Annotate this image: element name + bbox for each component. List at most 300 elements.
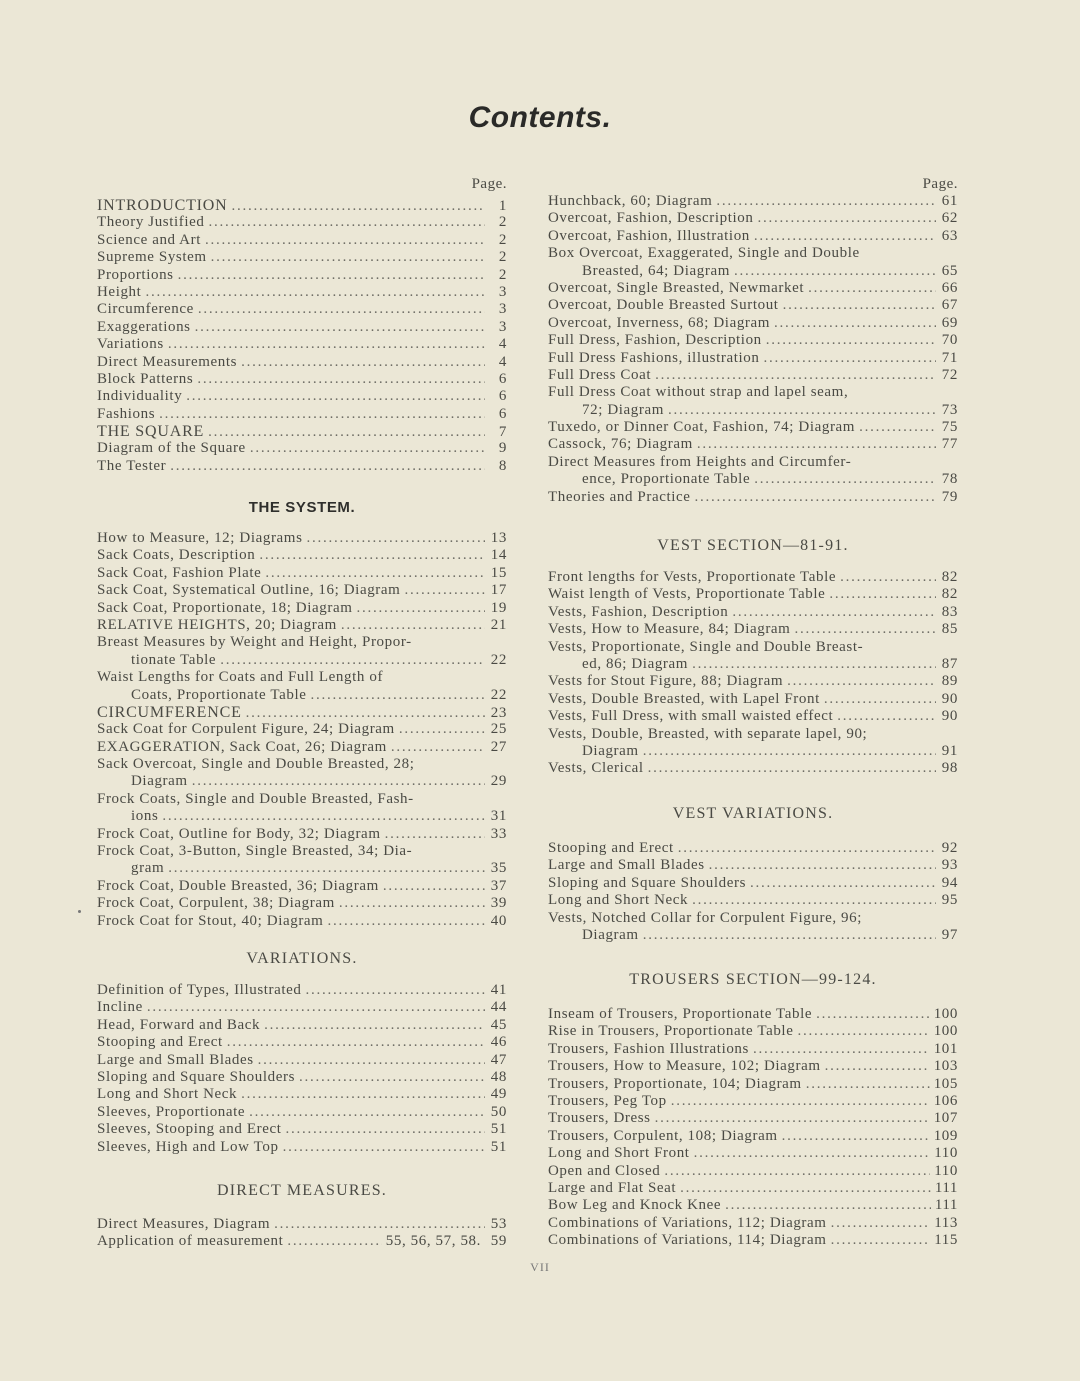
dot-leader [283,1139,485,1156]
dot-leader [159,406,485,423]
toc-entry-page-number: 47 [490,1051,507,1068]
toc-entry [548,857,958,874]
toc-entry-title: Trousers, Dress [548,1110,651,1127]
toc-entry-first-line: Frock Coats, Single and Double Breasted, Fash- [97,790,414,807]
dot-leader [716,193,936,210]
page-column-label-right: Page. [922,176,958,192]
toc-entry-title: Diagram of the Square [97,440,246,457]
toc-entry [548,402,958,419]
toc-entry-title: ed, 86; Diagram [582,655,689,672]
dot-leader [391,739,485,756]
toc-entry-page-number: 44 [490,999,507,1016]
toc-entry-title: Inseam of Trousers, Proportionate Table [548,1006,813,1022]
toc-entry-title: Frock Coat, Double Breasted, 36; Diagram [97,877,379,894]
toc-entry-title: Trousers, Peg Top [548,1092,667,1109]
dot-leader [307,530,485,547]
dot-leader [265,565,485,582]
dot-leader [774,315,936,332]
toc-entry-page-number: 67 [941,297,958,314]
toc-entry [548,471,958,488]
toc-entry-title: Combinations of Variations, 112; Diagram [548,1214,827,1231]
toc-entry-page-number: 2 [498,231,507,248]
toc-entry-title: ence, Proportionate Table [582,471,751,488]
toc-entry [97,232,507,249]
toc-entry [548,656,958,673]
toc-entry-page-number: 111 [934,1197,958,1214]
toc-entry [548,1197,958,1214]
dot-leader [249,1104,485,1121]
toc-entry-title: Trousers, Fashion Illustrations [548,1040,749,1057]
toc-entry [97,1216,507,1233]
toc-entry [97,1086,507,1103]
toc-entry-first-line: Waist Lengths for Coats and Full Length of [97,669,384,686]
toc-entry-title: Height [97,283,142,300]
toc-entry [548,332,958,349]
toc-entry-title: Trousers, How to Measure, 102; Diagram [548,1058,821,1075]
toc-entry-title: Overcoat, Fashion, Illustration [548,227,750,244]
dot-leader [825,1058,930,1075]
toc-entry [97,1069,507,1086]
toc-entry-page-number: 27 [490,738,507,755]
dot-leader [327,913,485,930]
dot-leader [734,263,936,280]
toc-entry [548,1023,958,1040]
toc-entry [97,249,507,266]
toc-entry-title: Overcoat, Inverness, 68; Diagram [548,314,771,331]
toc-entry [548,1232,958,1249]
toc-entry-page-number: 113 [934,1214,958,1231]
dot-leader [754,471,936,488]
dot-leader [668,402,936,419]
toc-entry-title: Vests, Fashion, Description [548,603,729,620]
toc-entry-title: CIRCUMFERENCE [97,703,242,721]
toc-entry-title: Tuxedo, or Dinner Coat, Fashion, 74; Diagram [548,419,856,436]
dot-leader [671,1093,930,1110]
toc-entry-title: Frock Coat for Stout, 40; Diagram [97,912,324,929]
dot-leader [147,999,485,1016]
intro-list [97,197,507,475]
toc-entry [97,721,507,738]
page-speck [78,910,81,913]
toc-entry [548,621,958,638]
toc-entry [97,1017,507,1034]
toc-entry-title: Trousers, Proportionate, 104; Diagram [548,1075,802,1092]
dot-leader [209,214,486,231]
dot-leader [195,319,485,336]
toc-entry [97,582,507,599]
toc-entry [97,652,507,669]
toc-entry-title: Overcoat, Fashion, Description [548,210,754,227]
dot-leader [840,569,936,586]
toc-entry-title: Combinations of Variations, 114; Diagram [548,1232,827,1249]
toc-entry-page-number: 82 [941,569,958,585]
toc-entry [548,691,958,708]
toc-entry-page-number: 6 [498,405,507,422]
toc-entry-page-number: 82 [941,586,958,603]
toc-entry-title: Rise in Trousers, Proportionate Table [548,1023,794,1040]
toc-entry [97,826,507,843]
toc-entry-title: Sleeves, Stooping and Erect [97,1121,282,1138]
vest-heading-wrap [548,536,958,556]
toc-entry [97,319,507,336]
dot-leader [311,687,486,704]
toc-entry-page-number: 6 [498,370,507,387]
section-heading-vest-variations: VEST VARIATIONS. [672,805,834,822]
toc-entry [97,1052,507,1069]
toc-entry-title: Direct Measurements [97,353,238,370]
toc-entry [548,263,958,280]
dot-leader [787,673,936,690]
toc-entry-title: Long and Short Neck [97,1086,238,1103]
toc-entry-title: 72; Diagram [582,401,664,418]
toc-entry-title: Sack Coats, Description [97,547,256,564]
toc-entry-page-number: 51 [490,1138,507,1155]
toc-entry-page-number: 3 [498,318,507,335]
dot-leader [404,582,485,599]
toc-entry [548,1041,958,1058]
dot-leader [725,1197,931,1214]
dot-leader [692,656,936,673]
dot-leader [694,1145,931,1162]
toc-entry-title: Diagram [131,773,188,790]
toc-entry-title: Variations [97,336,164,353]
toc-entry [97,773,507,790]
dot-leader [824,691,936,708]
dot-leader [246,705,485,722]
dot-leader [648,760,936,777]
toc-entry [548,875,958,892]
toc-entry-page-number: 115 [934,1232,958,1249]
dot-leader [732,604,936,621]
toc-entry-title: Vests, How to Measure, 84; Diagram [548,621,791,638]
toc-entry-title: Incline [97,999,143,1016]
toc-entry-title: Theory Justified [97,214,205,231]
toc-entry-first-line: Vests, Notched Collar for Corpulent Figure, 96; [548,909,862,926]
toc-entry-first-line: Breast Measures by Weight and Height, Propor- [97,634,412,651]
toc-entry-first-line: Vests, Double, Breasted, with separate lapel, 90; [548,725,868,742]
toc-entry-page-number: 13 [490,530,507,546]
toc-entry-title: How to Measure, 12; Diagrams [97,530,303,546]
toc-entry-title: Hunchback, 60; Diagram [548,193,713,209]
toc-entry-title: Vests, Full Dress, with small waisted effect [548,708,834,725]
toc-entry [97,336,507,353]
system-heading-wrap [97,498,507,518]
dot-leader [664,1163,930,1180]
toc-entry-page-number: 92 [941,840,958,856]
toc-entry-page-number: 40 [490,912,507,929]
toc-entry-title: Frock Coat, Outline for Body, 32; Diagram [97,825,381,842]
toc-entry [97,704,507,721]
toc-entry-title: Sack Coat, Proportionate, 18; Diagram [97,599,353,616]
page-column-label: Page. [471,176,507,192]
toc-entry-title: tionate Table [131,651,217,668]
toc-entry-title: Theories and Practice [548,488,691,505]
toc-entry [548,927,958,944]
toc-entry-page-number: 46 [490,1034,507,1051]
vest-list [548,569,958,778]
toc-entry-page-number: 91 [941,742,958,759]
toc-entry-page-number: 110 [934,1162,958,1179]
toc-entry-page-number: 94 [941,874,958,891]
right-main-list [548,193,958,506]
dot-leader [162,808,485,825]
toc-entry-page-number: 73 [941,401,958,418]
dot-leader [258,1052,485,1069]
toc-entry-page-number: 109 [933,1127,958,1144]
variations-heading-wrap [97,949,507,969]
toc-entry [548,1128,958,1145]
toc-entry-page-number: 98 [941,760,958,777]
toc-entry-title: Vests, Clerical [548,760,644,777]
section-heading-trousers: TROUSERS SECTION—99-124. [629,971,877,988]
toc-entry-first-line: Sack Overcoat, Single and Double Breasted, 28; [97,756,415,773]
page-folio: VII [530,1260,550,1274]
toc-entry-page-number: 4 [498,336,507,353]
toc-entry-title: Exaggerations [97,318,191,335]
toc-entry [548,350,958,367]
dot-leader [859,419,936,436]
toc-entry-page-number: 83 [941,603,958,620]
dot-leader [829,586,936,603]
toc-entry-title: Trousers, Corpulent, 108; Diagram [548,1127,778,1144]
toc-entry [97,982,507,999]
toc-entry-title: Bow Leg and Knock Knee [548,1197,722,1214]
toc-entry-title: INTRODUCTION [97,197,228,214]
toc-entry-title: ions [131,808,159,825]
dot-leader [227,1034,485,1051]
dot-leader [797,1023,929,1040]
toc-entry-title: Full Dress Coat [548,366,652,383]
toc-entry-title: RELATIVE HEIGHTS, 20; Diagram [97,616,337,633]
toc-entry-page-number: 78 [941,471,958,488]
toc-entry-page-number: 63 [941,227,958,244]
toc-entry-page-number: 8 [498,457,507,474]
toc-entry-page-number: 29 [490,773,507,790]
toc-entry-page-number: 75 [941,419,958,436]
toc-entry-page-number: 7 [498,424,507,441]
toc-entry [548,228,958,245]
toc-entry-title: Supreme System [97,249,207,266]
toc-entry [97,1104,507,1121]
dot-leader [837,708,936,725]
system-list [97,530,507,930]
dot-leader [264,1017,485,1034]
toc-entry [548,489,958,506]
toc-entry-page-number: 65 [941,262,958,279]
toc-entry-page-number: 106 [933,1092,958,1109]
page-title: Contents. [468,101,612,134]
toc-entry-title: Direct Measures, Diagram [97,1216,271,1232]
dot-leader [794,621,936,638]
toc-entry-page-number: 49 [490,1086,507,1103]
toc-entry-page-number: 111 [934,1179,958,1196]
toc-entry-page-number: 3 [498,283,507,300]
toc-entry [97,267,507,284]
toc-entry-page-number: 23 [490,704,507,721]
toc-entry [548,297,958,314]
dot-leader [692,892,936,909]
dot-leader [680,1180,931,1197]
toc-entry-page-number: 4 [498,353,507,370]
toc-entry-page-number: 97 [941,926,958,943]
dot-leader [385,826,485,843]
toc-entry-title: Full Dress, Fashion, Description [548,332,762,349]
toc-entry [97,999,507,1016]
toc-entry [97,301,507,318]
toc-entry [97,388,507,405]
toc-entry-page-number: 51 [490,1121,507,1138]
toc-entry [97,423,507,440]
toc-entry-page-number: 61 [941,193,958,209]
toc-entry-title: Stooping and Erect [548,840,674,856]
dot-leader [287,1233,381,1250]
toc-entry [97,617,507,634]
toc-entry [97,440,507,457]
dot-leader [753,1041,930,1058]
toc-entry-page-number: 35 [490,860,507,877]
dot-leader [643,743,936,760]
dot-leader [186,388,485,405]
toc-entry-title: EXAGGERATION, Sack Coat, 26; Diagram [97,738,387,755]
dot-leader [709,857,936,874]
dot-leader [399,721,485,738]
dot-leader [208,424,485,441]
toc-entry-page-number: 33 [490,825,507,842]
toc-entry-page-number: 21 [490,616,507,633]
toc-entry-title: Vests, Double Breasted, with Lapel Front [548,690,820,707]
toc-entry [97,687,507,704]
toc-entry-page-number: 70 [941,332,958,349]
toc-entry-page-number: 100 [933,1006,958,1022]
dot-leader [286,1121,486,1138]
trousers-heading-wrap [548,970,958,990]
toc-entry-title: Sloping and Square Shoulders [97,1068,296,1085]
dot-leader [168,336,485,353]
toc-entry-title: Circumference [97,301,194,318]
dot-leader [250,440,485,457]
toc-entry-title: Block Patterns [97,370,194,387]
toc-entry-title: Definition of Types, Illustrated [97,982,302,998]
toc-entry-page-number: 22 [490,686,507,703]
toc-entry-page-number: 37 [490,877,507,894]
toc-entry-title: Diagram [582,926,639,943]
toc-entry-page-number: 50 [490,1103,507,1120]
toc-entry [97,878,507,895]
toc-entry [97,1139,507,1156]
toc-entry-page-number: 95 [941,892,958,909]
dot-leader [655,1110,930,1127]
toc-entry [97,371,507,388]
toc-entry-title: Overcoat, Double Breasted Surtout [548,297,779,314]
section-heading-variations: VARIATIONS. [246,950,358,967]
dot-leader [197,371,485,388]
dot-leader [170,458,485,475]
toc-entry [97,565,507,582]
toc-entry-page-number: 41 [490,982,507,998]
toc-entry-title: Large and Flat Seat [548,1179,677,1196]
toc-entry-title: Large and Small Blades [548,857,705,874]
left-page-header [97,176,507,193]
toc-entry-page-number: 17 [490,582,507,599]
section-heading-direct-measures: DIRECT MEASURES. [216,1182,388,1199]
toc-entry [97,913,507,930]
section-heading-system: THE SYSTEM. [248,499,356,516]
dot-leader [766,332,936,349]
toc-entry [97,284,507,301]
trousers-list [548,1006,958,1249]
toc-entry-page-number: 9 [498,440,507,457]
toc-entry [548,673,958,690]
toc-entry [548,193,958,210]
toc-entry [548,1145,958,1162]
toc-entry-first-line: Vests, Proportionate, Single and Double Breast- [548,638,864,655]
right-page-header [548,176,958,193]
toc-entry-title: Vests for Stout Figure, 88; Diagram [548,673,784,690]
dot-leader [299,1069,485,1086]
toc-entry-title: Sleeves, High and Low Top [97,1138,279,1155]
toc-entry-title: Waist length of Vests, Proportionate Table [548,586,826,603]
toc-entry-page-number: 31 [490,808,507,825]
toc-entry-title: Open and Closed [548,1162,661,1179]
toc-entry [548,743,958,760]
toc-entry-page-number: 100 [933,1023,958,1040]
toc-entry-first-line: Full Dress Coat without strap and lapel seam, [548,384,849,401]
toc-entry [97,458,507,475]
dot-leader [178,267,485,284]
toc-entry [548,419,958,436]
toc-entry-title: Full Dress Fashions, illustration [548,349,760,366]
dot-leader [763,350,936,367]
dot-leader [808,280,936,297]
dot-leader [241,354,485,371]
dot-leader [145,284,485,301]
toc-entry-title: Head, Forward and Back [97,1016,261,1033]
toc-entry-page-number: 22 [490,651,507,668]
toc-entry-title: Fashions [97,405,156,422]
toc-entry-page-number: 101 [933,1040,958,1057]
toc-entry-page-number: 53 [490,1216,507,1232]
toc-entry-page-number: 71 [941,349,958,366]
toc-entry-title: Sleeves, Proportionate [97,1103,246,1120]
toc-entry-first-line: Frock Coat, 3-Button, Single Breasted, 34; Dia- [97,843,413,860]
toc-entry-first-line: Box Overcoat, Exaggerated, Single and Double [548,245,860,262]
toc-entry-title: Overcoat, Single Breasted, Newmarket [548,279,805,296]
dot-leader [241,1086,485,1103]
toc-entry [548,280,958,297]
toc-entry [97,895,507,912]
toc-entry [97,600,507,617]
dot-leader [306,982,485,999]
toc-entry-page-number: 110 [934,1145,958,1162]
dot-leader [754,228,936,245]
toc-entry [548,1163,958,1180]
toc-entry-page-number: 93 [941,857,958,874]
dot-leader [783,297,936,314]
toc-entry-page-number: 2 [498,249,507,266]
dot-leader [678,840,936,857]
dot-leader [695,489,936,506]
toc-entry-title: Stooping and Erect [97,1034,223,1051]
dot-leader [750,875,936,892]
dot-leader [341,617,485,634]
dot-leader [757,210,936,227]
dot-leader [220,652,485,669]
toc-entry-title: Coats, Proportionate Table [131,686,307,703]
toc-entry [97,808,507,825]
toc-entry [548,760,958,777]
dot-leader [339,895,485,912]
toc-entry-page-number: 39 [490,895,507,912]
